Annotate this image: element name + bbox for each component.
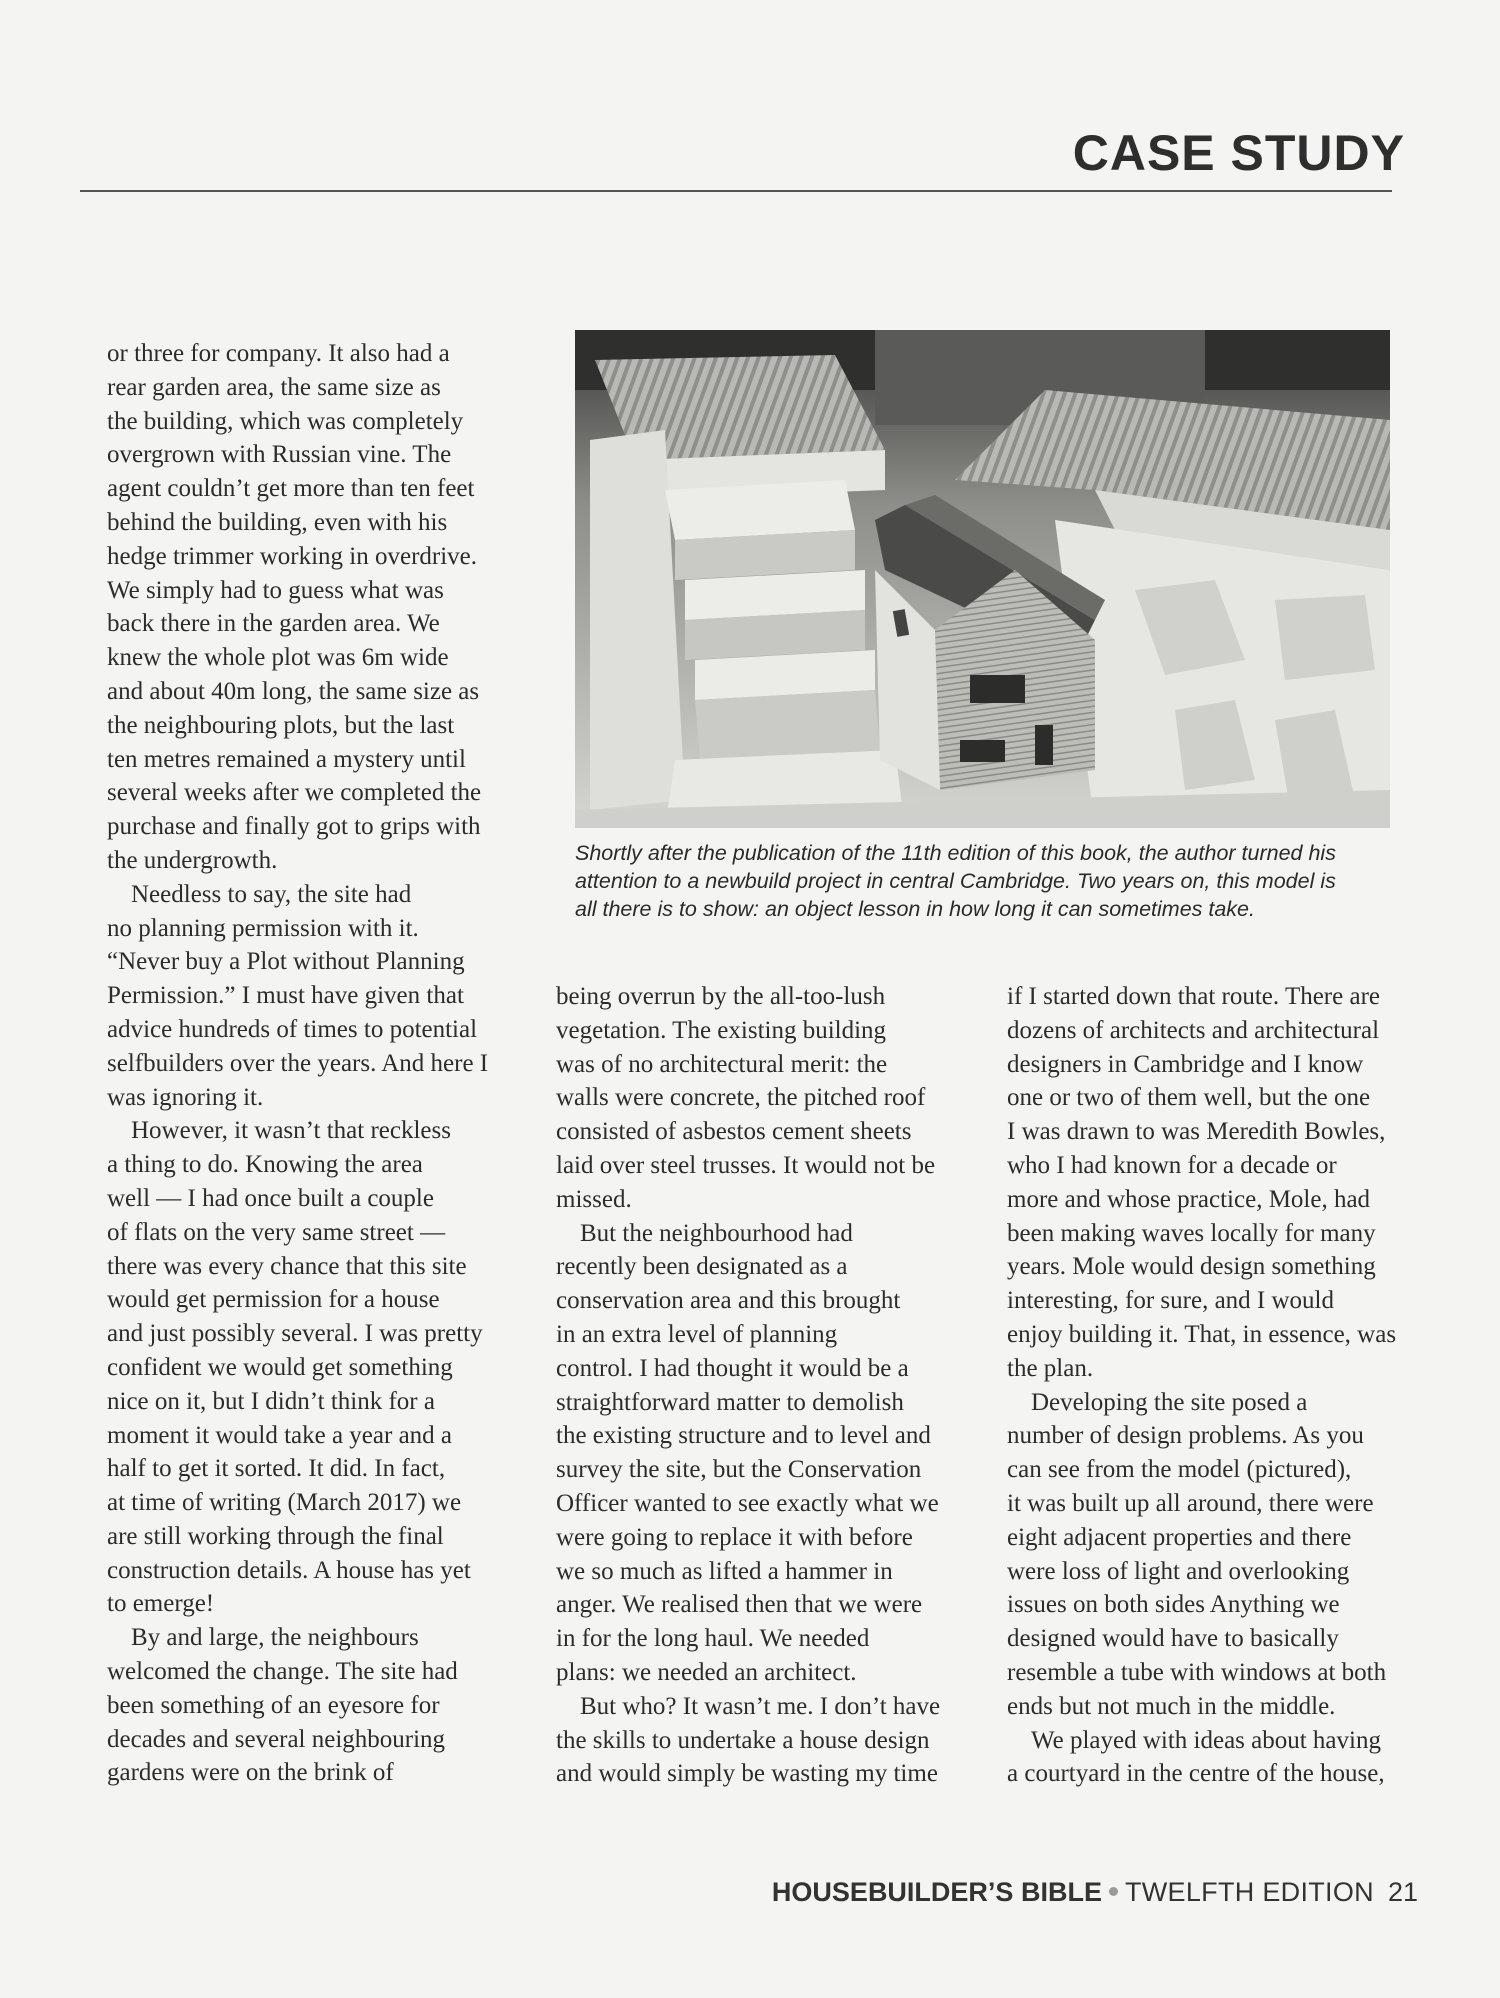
paragraph: or three for company. It also had a rear garden area, the same size as the building, which was completely overgrown with Russian vine. The agent couldn’t get more than ten feet behind the building, even with his hedge trimmer working in overdrive. We simply had to guess what was back there in the garden area. We knew the whole plot was 6m wide and about 40m long, the same size as the neighbouring plots, but the last ten metres remained a mystery until several weeks after we completed the purchase and finally got to grips with the undergrowth. bbox=[107, 340, 482, 874]
bullet-dot-icon bbox=[1109, 1887, 1118, 1896]
architectural-model-photo bbox=[575, 330, 1390, 828]
paragraph: Needless to say, the site had no planning permission with it. “Never buy a Plot without Planning Permission.” I must have given that advice hundreds of times to potential selfbuilders over the years. And here I was ignoring it. bbox=[107, 880, 489, 1111]
edition-label: TWELFTH EDITION bbox=[1124, 1877, 1374, 1907]
text-column-2 bbox=[556, 980, 976, 1791]
model-illustration bbox=[575, 330, 1390, 828]
photo-caption: Shortly after the publication of the 11th edition of this book, the author turned his attention to a newbuild project in central Cambridge. Two years on, this model is all there is to show: an object lesson in how long it can sometimes take. bbox=[575, 841, 1336, 921]
paragraph: if I started down that route. There are dozens of architects and architectural designers in Cambridge and I know one or two of them well, but the one I was drawn to was Meredith Bowles, who I had known for a decade or more and whose practice, Mole, had been making waves locally for many years. Mole would design something interesting, for sure, and I would enjoy building it. That, in essence, was the plan. bbox=[1007, 983, 1397, 1382]
book-title: HOUSEBUILDER’S BIBLE bbox=[771, 1877, 1102, 1907]
text-column-1 bbox=[107, 337, 527, 1790]
paragraph: We played with ideas about having a courtyard in the centre of the house, bbox=[1007, 1726, 1385, 1788]
paragraph: But who? It wasn’t me. I don’t have the skills to undertake a house design and would simply be wasting my time bbox=[556, 1692, 941, 1788]
section-title: CASE STUDY bbox=[1072, 125, 1405, 181]
paragraph: But the neighbourhood had recently been designated as a conservation area and this brought in an extra level of planning control. I had thought it would be a straightforward matter to demolish the existing structure and to level and survey the site, but the Conservation Officer wanted to see exactly what we were going to replace it with before we so much as lifted a hammer in anger. We realised then that we were in for the long haul. We needed plans: we needed an architect. bbox=[556, 1219, 939, 1686]
paragraph: However, it wasn’t that reckless a thing to do. Knowing the area well — I had once built a couple of flats on the very same street — there was every chance that this site would get permission for a house and just possibly several. I was pretty confident we would get something nice on it, but I didn’t think for a moment it would take a year and a half to get it sorted. It did. In fact, at time of writing (March 2017) we are still working through the final construction details. A house has yet to emerge! bbox=[107, 1117, 483, 1618]
paragraph: By and large, the neighbours welcomed the change. The site had been something of an eyesore for decades and several neighbouring gardens were on the brink of bbox=[107, 1624, 458, 1787]
page-footer bbox=[772, 1877, 1418, 1908]
paragraph: Developing the site posed a number of design problems. As you can see from the model (pictured), it was built up all around, there were eight adjacent properties and there were loss of light and overlooking issues on both sides Anything we designed would have to basically resemble a tube with windows at both ends but not much in the middle. bbox=[1007, 1388, 1387, 1720]
page-number: 21 bbox=[1387, 1877, 1418, 1907]
paragraph: being overrun by the all-too-lush vegetation. The existing building was of no architectural merit: the walls were concrete, the pitched roof consisted of asbestos cement sheets laid over steel trusses. It would not be missed. bbox=[556, 983, 936, 1213]
header-rule bbox=[80, 190, 1392, 192]
text-column-3 bbox=[1007, 980, 1427, 1791]
